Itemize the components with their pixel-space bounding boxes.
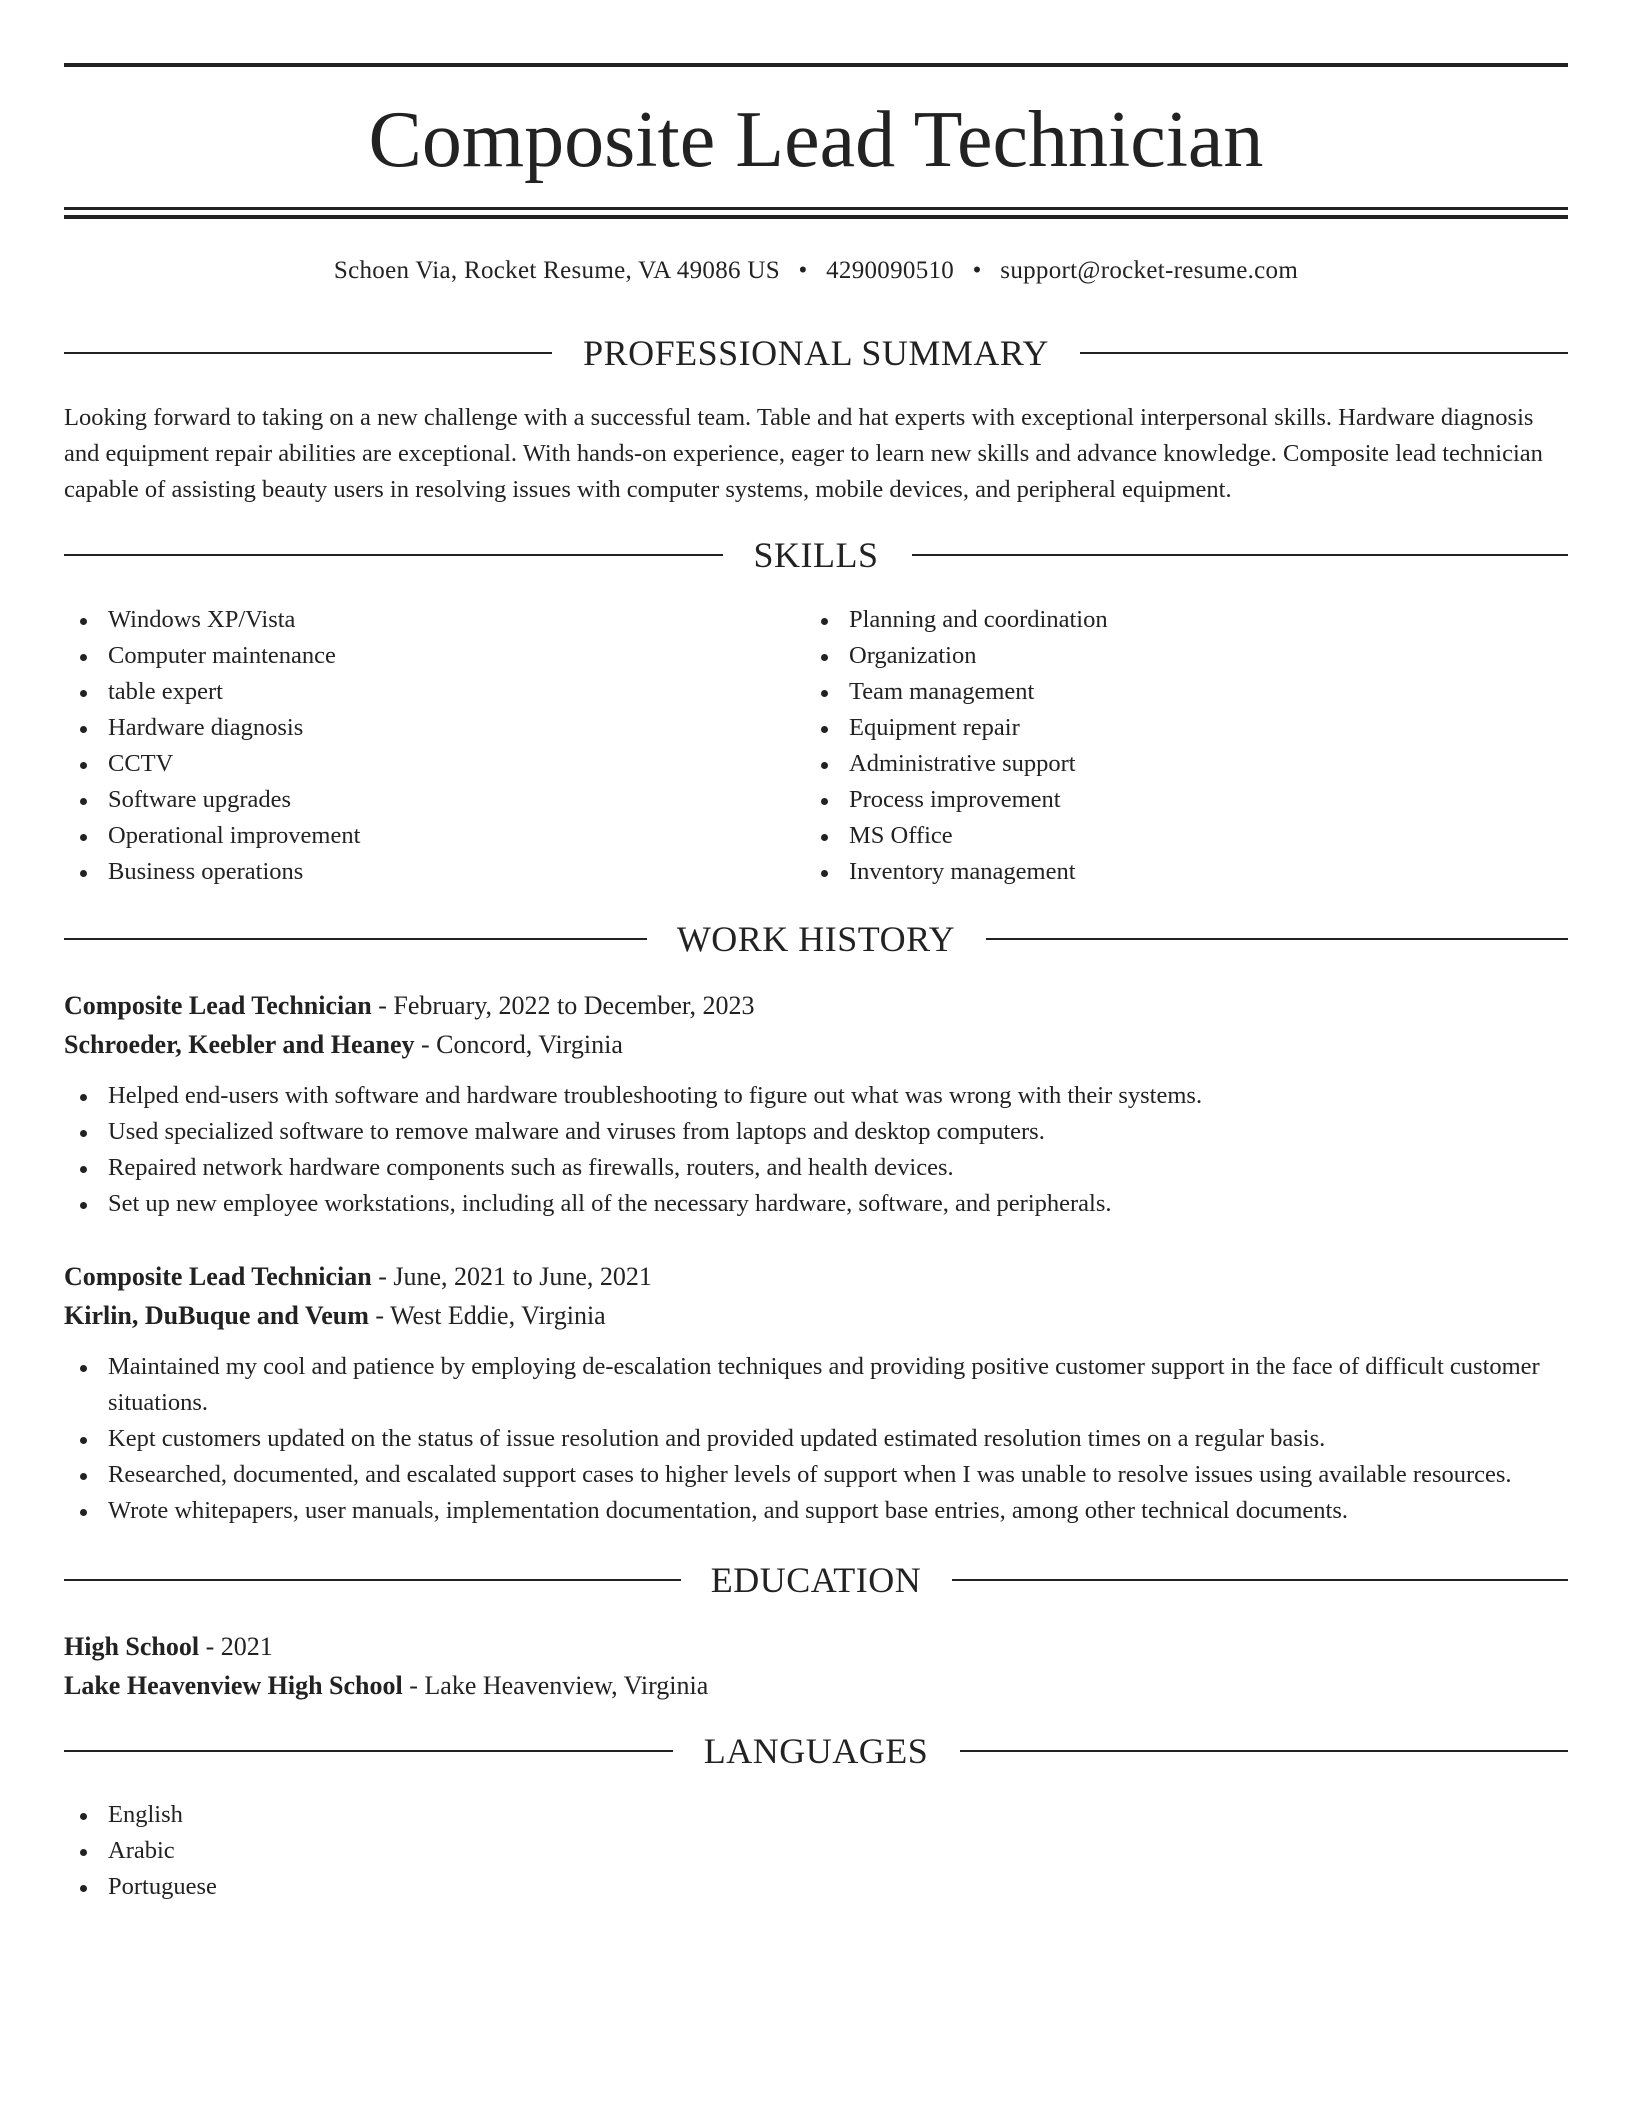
- section-header-languages: [64, 1729, 1568, 1773]
- section-rule-right: [952, 1579, 1568, 1581]
- job-role: Composite Lead Technician: [64, 1262, 372, 1291]
- skill-item: MS Office: [805, 818, 1565, 854]
- language-item: Arabic: [64, 1833, 764, 1869]
- contact-address: Schoen Via, Rocket Resume, VA 49086 US: [333, 257, 780, 284]
- skill-item: Software upgrades: [64, 782, 784, 818]
- job-company-line: [64, 1296, 1568, 1335]
- section-title-skills: SKILLS: [753, 535, 879, 575]
- job-entry: [64, 986, 1568, 1222]
- skills-column-left: [64, 602, 784, 890]
- languages-list: [64, 1797, 764, 1905]
- section-rule-right: [986, 938, 1568, 940]
- contact-phone: 4290090510: [826, 257, 955, 284]
- job-bullet: Kept customers updated on the status of issue resolution and provided updated estimated resolution times on a regular basis.: [64, 1421, 1568, 1457]
- job-bullet: Repaired network hardware components such as firewalls, routers, and health devices.: [64, 1150, 1568, 1186]
- skill-item: Hardware diagnosis: [64, 710, 784, 746]
- skill-item: Operational improvement: [64, 818, 784, 854]
- skill-item: Computer maintenance: [64, 638, 784, 674]
- skill-item: Inventory management: [805, 854, 1565, 890]
- contact-email: support@rocket-resume.com: [1000, 257, 1299, 284]
- skill-item: Organization: [805, 638, 1565, 674]
- job-bullet: Maintained my cool and patience by employing de-escalation techniques and providing positive customer support in the face of difficult customer situations.: [64, 1349, 1568, 1421]
- job-bullet: Researched, documented, and escalated support cases to higher levels of support when I was unable to resolve issues using available resources.: [64, 1457, 1568, 1493]
- section-title-summary: PROFESSIONAL SUMMARY: [583, 333, 1049, 373]
- section-rule-right: [1080, 352, 1568, 354]
- education-school: Lake Heavenview High School: [64, 1671, 403, 1700]
- education-school-line: [64, 1666, 1568, 1705]
- skill-item: Team management: [805, 674, 1565, 710]
- language-item: English: [64, 1797, 764, 1833]
- section-title-languages: LANGUAGES: [703, 1731, 929, 1771]
- section-rule-right: [912, 554, 1568, 556]
- education-degree: High School: [64, 1632, 200, 1661]
- job-bullets: [64, 1078, 1568, 1222]
- job-company-line: [64, 1025, 1568, 1064]
- education-year: - 2021: [199, 1632, 273, 1661]
- header-rule-upper: [64, 207, 1568, 210]
- job-bullet: Set up new employee workstations, including all of the necessary hardware, software, and peripherals.: [64, 1186, 1568, 1222]
- job-role: Composite Lead Technician: [64, 991, 372, 1020]
- education-entry: [64, 1627, 1568, 1705]
- skill-item: Planning and coordination: [805, 602, 1565, 638]
- contact-line: [64, 255, 1568, 287]
- job-dates: - June, 2021 to June, 2021: [371, 1262, 652, 1291]
- section-title-education: EDUCATION: [710, 1560, 922, 1600]
- skills-column-right: [805, 602, 1565, 890]
- section-header-work: [64, 917, 1568, 961]
- header-top-rule: [64, 63, 1568, 67]
- job-company: Kirlin, DuBuque and Veum: [64, 1301, 369, 1330]
- skill-item: CCTV: [64, 746, 784, 782]
- skill-item: Process improvement: [805, 782, 1565, 818]
- skill-item: Business operations: [64, 854, 784, 890]
- job-entry: [64, 1257, 1568, 1529]
- section-title-work: WORK HISTORY: [676, 919, 956, 959]
- contact-separator: •: [798, 257, 808, 284]
- summary-text: Looking forward to taking on a new challenge with a successful team. Table and hat experts with exceptional interpersonal skills. Hardware diagnosis and equipment repair abilities are exceptional. With hands-on experience, eager to learn new skills and advance knowledge. Composite lead technician capable of assisting beauty users in resolving issues with computer systems, mobile devices, and peripheral equipment.: [64, 404, 1543, 503]
- job-company: Schroeder, Keebler and Heaney: [64, 1030, 415, 1059]
- section-header-skills: [64, 533, 1568, 577]
- skill-item: table expert: [64, 674, 784, 710]
- skill-item: Windows XP/Vista: [64, 602, 784, 638]
- job-dates: - February, 2022 to December, 2023: [371, 991, 755, 1020]
- job-location: - Concord, Virginia: [414, 1030, 623, 1059]
- job-bullets: [64, 1349, 1568, 1529]
- skill-item: Equipment repair: [805, 710, 1565, 746]
- section-rule-right: [960, 1750, 1568, 1752]
- section-header-summary: [64, 331, 1568, 375]
- education-location: - Lake Heavenview, Virginia: [402, 1671, 709, 1700]
- job-title-line: [64, 986, 1568, 1025]
- job-bullet: Used specialized software to remove malware and viruses from laptops and desktop computers.: [64, 1114, 1568, 1150]
- job-title-line: [64, 1257, 1568, 1296]
- language-item: Portuguese: [64, 1869, 764, 1905]
- header-rule-lower: [64, 215, 1568, 219]
- job-location: - West Eddie, Virginia: [368, 1301, 606, 1330]
- candidate-name: Composite Lead Technician: [368, 96, 1264, 184]
- job-bullet: Wrote whitepapers, user manuals, implementation documentation, and support base entries, among other technical documents.: [64, 1493, 1568, 1529]
- section-header-education: [64, 1558, 1568, 1602]
- contact-separator: •: [972, 257, 982, 284]
- education-degree-line: [64, 1627, 1568, 1666]
- job-bullet: Helped end-users with software and hardware troubleshooting to figure out what was wrong with their systems.: [64, 1078, 1568, 1114]
- skill-item: Administrative support: [805, 746, 1565, 782]
